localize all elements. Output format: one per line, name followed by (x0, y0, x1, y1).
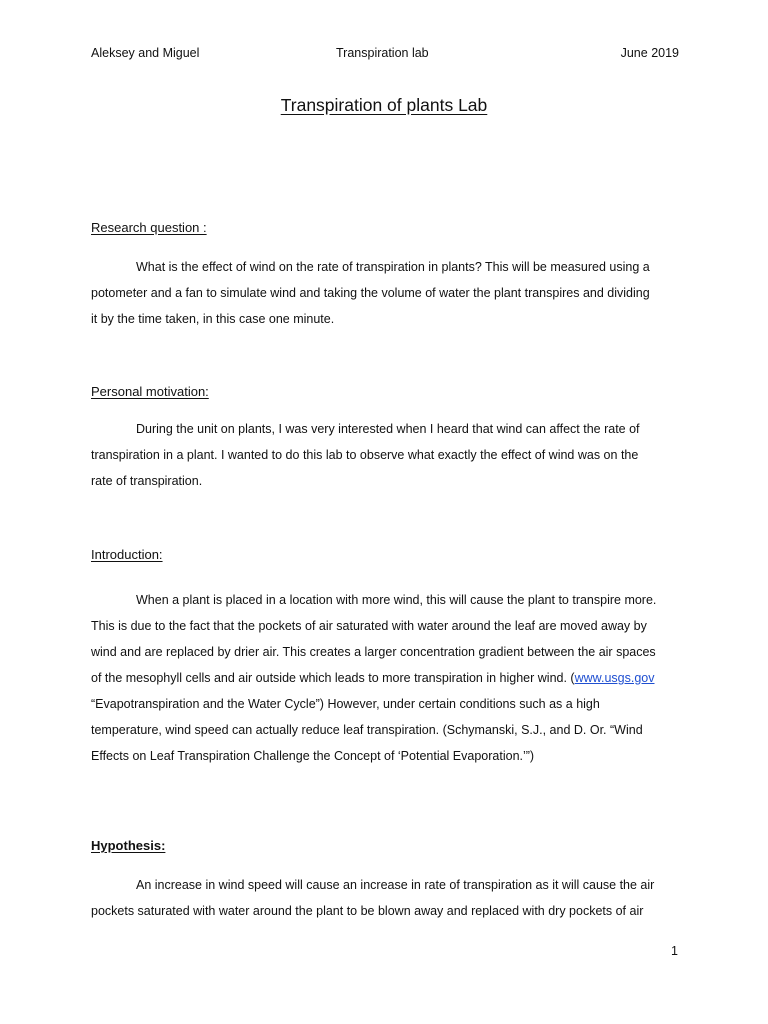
paragraph-line: When a plant is placed in a location with more wind, this will cause the plant to transpire more. (136, 593, 657, 607)
usgs-link[interactable]: www.usgs.gov (574, 671, 655, 685)
header-authors: Aleksey and Miguel (91, 46, 200, 60)
paragraph-line: This is due to the fact that the pockets of air saturated with water around the leaf are moved away by (91, 619, 647, 633)
introduction-heading: Introduction: (91, 547, 163, 562)
paragraph-line: During the unit on plants, I was very interested when I heard that wind can affect the rate of (136, 422, 640, 436)
paragraph-line: pockets saturated with water around the plant to be blown away and replaced with dry pockets of air (91, 904, 644, 918)
paragraph-text: of the mesophyll cells and air outside which leads to more transpiration in higher wind. ( (91, 671, 575, 685)
paragraph-line: it by the time taken, in this case one minute. (91, 312, 335, 326)
paragraph-line: What is the effect of wind on the rate of transpiration in plants? This will be measured using a (136, 260, 650, 274)
paragraph-line: “Evapotranspiration and the Water Cycle”) However, under certain conditions such as a high (91, 697, 600, 711)
paragraph-line: wind and are replaced by drier air. This creates a larger concentration gradient between the air spaces (91, 645, 656, 659)
document-title: Transpiration of plants Lab (280, 95, 488, 115)
paragraph-line: potometer and a fan to simulate wind and taking the volume of water the plant transpires and dividing (91, 286, 650, 300)
page-number: 1 (671, 944, 678, 958)
hypothesis-heading: Hypothesis: (91, 838, 166, 853)
paragraph-line: temperature, wind speed can actually reduce leaf transpiration. (Schymanski, S.J., and D. Or. “Wind (91, 723, 643, 737)
page-header (91, 46, 679, 64)
research-question-heading: Research question : (91, 220, 207, 235)
personal-motivation-heading: Personal motivation: (91, 384, 209, 399)
research-question-paragraph (91, 259, 681, 337)
introduction-paragraph (91, 592, 681, 774)
paragraph-line: transpiration in a plant. I wanted to do this lab to observe what exactly the effect of wind was on the (91, 448, 639, 462)
paragraph-line (91, 670, 681, 696)
paragraph-line: rate of transpiration. (91, 474, 203, 488)
header-date: June 2019 (620, 46, 679, 60)
paragraph-line: An increase in wind speed will cause an increase in rate of transpiration as it will cause the air (136, 878, 655, 892)
paragraph-line: Effects on Leaf Transpiration Challenge the Concept of ‘Potential Evaporation.’”) (91, 749, 535, 763)
header-lab-name: Transpiration lab (336, 46, 429, 60)
hypothesis-paragraph (91, 877, 681, 929)
personal-motivation-paragraph (91, 421, 681, 499)
